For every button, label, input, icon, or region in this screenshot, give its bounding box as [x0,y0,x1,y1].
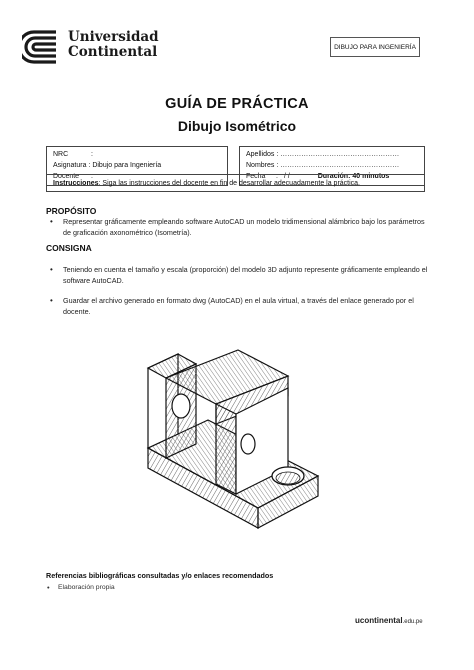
nrc-row: NRC : [53,151,93,158]
nombres-row: Nombres : …………………………………………… [246,162,400,169]
consigna-list [46,265,430,326]
nombres-field: …………………………………………… [280,162,400,169]
references-heading: Referencias bibliográficas consultadas y/o enlaces recomendados [46,571,274,580]
consigna-item-1: • Teniendo en cuenta el tamaño y escala (proporción) del modelo 3D adjunto represente gráficamente empleando el software AutoCAD. [46,265,430,286]
instructions-box: Instrucciones: Siga las instrucciones del docente en fin de desarrollar adecuadamente la práctica. [46,174,425,192]
docente-label: Docente [53,173,80,180]
fecha-label: Fecha [246,173,266,180]
instructions-label: Instrucciones [53,179,99,187]
nrc-label: NRC [53,151,69,158]
footer-brand [355,616,423,625]
fecha-value: / / [284,173,290,180]
consigna-heading: CONSIGNA [46,243,92,253]
brand-name [68,30,159,60]
asignatura-row: Asignatura : Dibujo para Ingeniería [53,162,162,169]
brand-line-1: Universidad [68,29,159,45]
apellidos-row: Apellidos : …………………………………………… [246,151,400,158]
asignatura-value: Dibujo para Ingeniería [92,162,162,169]
proposito-heading: PROPÓSITO [46,206,97,216]
university-logo [22,28,172,68]
footer-brand-name: ucontinental [355,616,403,625]
course-tag: DIBUJO PARA INGENIERÍA [330,37,420,57]
nombres-label: Nombres [246,162,275,169]
instructions-text: Siga las instrucciones del docente en fin de desarrollar adecuadamente la práctica. [102,179,361,187]
page-title: GUÍA DE PRÁCTICA [165,96,309,112]
duracion-label: Duración: 40 minutos [317,173,390,180]
reference-item: • Elaboración propia [46,584,115,591]
logo-icon [22,28,64,66]
proposito-item: • Representar gráficamente empleando software AutoCAD un modelo tridimensional alámbrico bajo los parámetros de graficación axonométrico (Isometría). [46,217,430,238]
asignatura-label: Asignatura [53,162,87,169]
footer-domain: .edu.pe [402,619,423,625]
proposito-list [46,217,430,247]
docente-row: Docente : [53,173,93,180]
brand-line-2: Continental [68,44,158,60]
isometric-model-figure [118,348,358,553]
consigna-item-2: • Guardar el archivo generado en formato dwg (AutoCAD) en el aula virtual, a través del enlace generado por el docente. [46,296,430,317]
page-subtitle: Dibujo Isométrico [177,118,297,134]
apellidos-field: …………………………………………… [280,151,400,158]
fecha-row: Fecha : / / Duración: 40 minutos [246,173,390,180]
apellidos-label: Apellidos [246,151,275,158]
